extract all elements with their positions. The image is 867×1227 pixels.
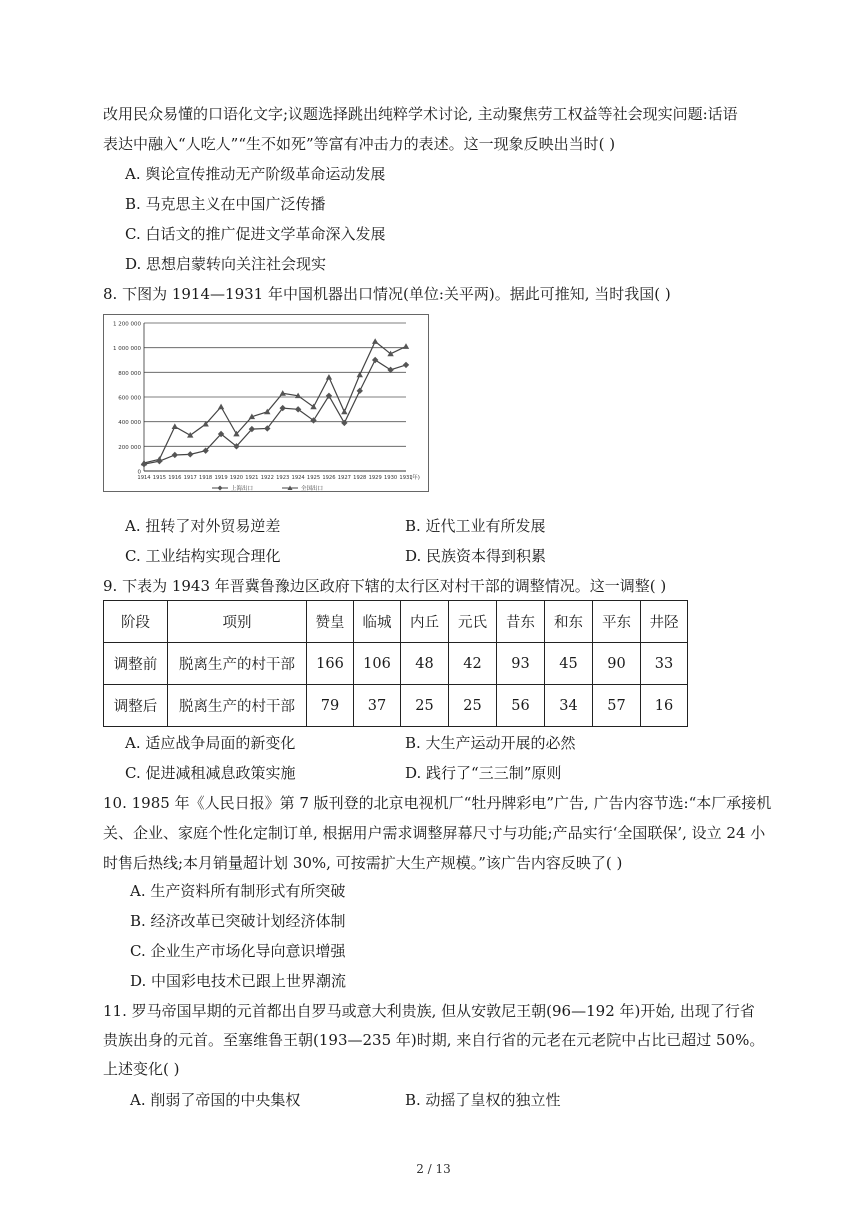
- data-point-national: [156, 456, 162, 462]
- table-cell: 调整后: [104, 685, 168, 727]
- x-tick-label: 1928: [353, 475, 367, 481]
- table-cell: 79: [307, 685, 354, 727]
- x-tick-label: 1922: [260, 475, 274, 481]
- table-cell: 166: [307, 643, 354, 685]
- table-cell: 调整前: [104, 643, 168, 685]
- table-row: [104, 643, 688, 685]
- data-point-national: [403, 343, 409, 349]
- x-tick-label: 1930: [383, 475, 398, 481]
- table-header: 阶段: [104, 601, 168, 643]
- q10-option-c: C. 企业生产市场化导向意识增强: [130, 942, 346, 960]
- table-cell: 93: [497, 643, 545, 685]
- table-row: [104, 685, 688, 727]
- table-header: 临城: [354, 601, 401, 643]
- table-cell: 16: [641, 685, 688, 727]
- q9-stem: 9. 下表为 1943 年晋冀鲁豫边区政府下辖的太行区对村干部的调整情况。这一调整( ): [103, 577, 667, 595]
- table-cell: 42: [449, 643, 497, 685]
- q11-option-b: B. 动摇了皇权的独立性: [405, 1091, 561, 1109]
- data-point-shanghai: [357, 388, 363, 394]
- table-cell: 脱离生产的村干部: [168, 685, 307, 727]
- x-tick-label: 1931: [399, 475, 413, 481]
- table-cell: 37: [354, 685, 401, 727]
- page-number: 2 / 13: [416, 1162, 451, 1176]
- q9-option-b: B. 大生产运动开展的必然: [405, 734, 576, 752]
- cadre-adjustment-table: [103, 600, 688, 727]
- data-point-shanghai: [326, 393, 332, 399]
- x-tick-label: 1927: [337, 475, 351, 481]
- y-tick-label: 400 000: [118, 420, 141, 427]
- table-header: 项别: [168, 601, 307, 643]
- legend-marker-shanghai: [218, 486, 223, 491]
- y-tick-label: 1 200 000: [113, 321, 141, 328]
- table-cell: 45: [545, 643, 593, 685]
- data-point-shanghai: [341, 420, 347, 426]
- q9-option-d: D. 践行了“三三制”原则: [405, 764, 562, 782]
- y-tick-label: 0: [137, 469, 141, 476]
- table-header: 平东: [593, 601, 641, 643]
- data-point-national: [372, 338, 378, 344]
- q10-line-2: 关、企业、家庭个性化定制订单, 根据用户需求调整屏幕尺寸与功能;产品实行‘全国联保’, 设立 24 小: [103, 824, 766, 842]
- table-header-row: [104, 601, 688, 643]
- q8-option-c: C. 工业结构实现合理化: [125, 547, 281, 565]
- q10-line-3: 时售后热线;本月销量超计划 30%, 可按需扩大生产规模。”该广告内容反映了( ): [103, 854, 623, 872]
- table-header: 和东: [545, 601, 593, 643]
- q7-option-a: A. 舆论宣传推动无产阶级革命运动发展: [125, 165, 386, 183]
- x-tick-label: 1917: [183, 475, 197, 481]
- intro-line-2: 表达中融入“人吃人”“生不如死”等富有冲击力的表述。这一现象反映出当时( ): [103, 135, 616, 153]
- table-cell: 56: [497, 685, 545, 727]
- q10-option-a: A. 生产资料所有制形式有所突破: [130, 882, 346, 900]
- legend-label-shanghai: 上海出口: [231, 486, 254, 491]
- data-point-national: [172, 423, 178, 429]
- x-tick-label: 1914: [137, 475, 151, 481]
- x-tick-label: 1925: [306, 475, 321, 481]
- table-header: 元氏: [449, 601, 497, 643]
- table-cell: 33: [641, 643, 688, 685]
- x-tick-label: 1924: [291, 475, 305, 481]
- x-axis-label: (年): [410, 475, 420, 481]
- x-tick-label: 1923: [276, 475, 290, 481]
- q7-option-b: B. 马克思主义在中国广泛传播: [125, 195, 326, 213]
- y-tick-label: 600 000: [118, 395, 141, 402]
- q10-option-d: D. 中国彩电技术已跟上世界潮流: [130, 972, 347, 990]
- q11-line-3: 上述变化( ): [103, 1060, 180, 1078]
- x-tick-label: 1919: [214, 475, 228, 481]
- table-header: 赞皇: [307, 601, 354, 643]
- q10-line-1: 10. 1985 年《人民日报》第 7 版刊登的北京电视机厂“牡丹牌彩电”广告, 广告内容节选:“本厂承接机: [103, 794, 772, 812]
- data-point-shanghai: [403, 362, 409, 368]
- table-cell: 25: [401, 685, 449, 727]
- q11-line-2: 贵族出身的元首。至塞维鲁王朝(193—235 年)时期, 来自行省的元老在元老院中占比已超过 50%。: [103, 1031, 765, 1049]
- y-tick-label: 800 000: [118, 370, 141, 377]
- intro-line-1: 改用民众易懂的口语化文字;议题选择跳出纯粹学术讨论, 主动聚焦劳工权益等社会现实问题:话语: [103, 105, 738, 123]
- legend-label-national: 全国出口: [301, 486, 324, 491]
- data-point-shanghai: [187, 451, 193, 457]
- table-header: 内丘: [401, 601, 449, 643]
- x-tick-label: 1920: [229, 475, 244, 481]
- series-line-shanghai: [144, 360, 406, 464]
- table-header: 井陉: [641, 601, 688, 643]
- q8-option-a: A. 扭转了对外贸易逆差: [125, 517, 281, 535]
- table-cell: 57: [593, 685, 641, 727]
- table-cell: 48: [401, 643, 449, 685]
- data-point-national: [218, 404, 224, 410]
- q8-option-b: B. 近代工业有所发展: [405, 517, 546, 535]
- q9-option-a: A. 适应战争局面的新变化: [125, 734, 296, 752]
- data-point-national: [326, 374, 332, 380]
- x-tick-label: 1929: [368, 475, 382, 481]
- x-tick-label: 1915: [152, 475, 167, 481]
- data-point-shanghai: [372, 357, 378, 363]
- q10-option-b: B. 经济改革已突破计划经济体制: [130, 912, 346, 930]
- x-tick-label: 1921: [245, 475, 259, 481]
- y-tick-label: 200 000: [118, 444, 141, 451]
- series-line-national: [144, 342, 406, 463]
- x-tick-label: 1918: [199, 475, 213, 481]
- data-point-national: [341, 409, 347, 415]
- q7-option-c: C. 白话文的推广促进文学革命深入发展: [125, 225, 386, 243]
- table-cell: 脱离生产的村干部: [168, 643, 307, 685]
- q11-option-a: A. 削弱了帝国的中央集权: [130, 1091, 301, 1109]
- x-tick-label: 1916: [168, 475, 182, 481]
- table-cell: 34: [545, 685, 593, 727]
- y-tick-label: 1 000 000: [113, 346, 141, 353]
- q8-option-d: D. 民族资本得到积累: [405, 547, 547, 565]
- q11-line-1: 11. 罗马帝国早期的元首都出自罗马或意大利贵族, 但从安敦尼王朝(96—192 年)开始, 出现了行省: [103, 1002, 755, 1020]
- q9-option-c: C. 促进减租减息政策实施: [125, 764, 296, 782]
- data-point-national: [187, 432, 193, 438]
- table-cell: 90: [593, 643, 641, 685]
- q7-option-d: D. 思想启蒙转向关注社会现实: [125, 255, 327, 273]
- table-cell: 25: [449, 685, 497, 727]
- chart-svg: [104, 315, 428, 491]
- table-cell: 106: [354, 643, 401, 685]
- x-tick-label: 1926: [322, 475, 336, 481]
- machine-export-chart: [103, 314, 429, 492]
- q8-stem: 8. 下图为 1914—1931 年中国机器出口情况(单位:关平两)。据此可推知, 当时我国( ): [103, 285, 671, 303]
- data-point-national: [280, 390, 286, 396]
- data-point-shanghai: [172, 452, 178, 458]
- table-header: 昔东: [497, 601, 545, 643]
- data-point-national: [310, 404, 316, 410]
